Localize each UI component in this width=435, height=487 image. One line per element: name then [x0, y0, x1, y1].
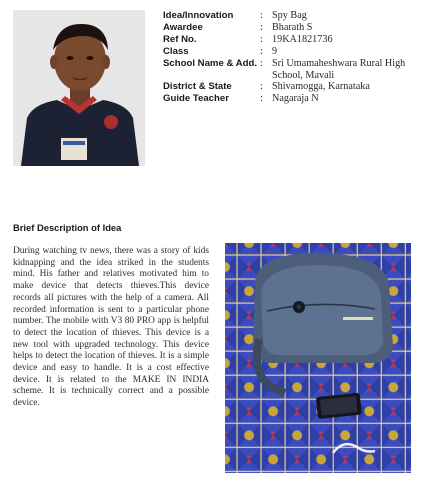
detail-colon: :: [260, 21, 263, 33]
detail-colon: :: [260, 81, 263, 93]
brief-description: During watching tv news, there was a story of kids kidnapping and the idea striked in the students mind. His father and relatives motivated him to make device that detects thieves.This device records all pictures with the help of a camera. All recorded information is sent to a particular phone number. The mobile with V3 80 PRO app is helpful to detect the location of thieves. This device is a new tool with upgraded technology. This device helps to detect the location of thieves. It is a simple device and easy to handle. It is a cost effective device. It is related to the MAKE IN INDIA scheme. It is technically correct and a possible device.: [13, 246, 209, 409]
detail-value: Shivamogga, Karnataka: [272, 81, 370, 93]
detail-row-school: [163, 58, 428, 82]
detail-label: Idea/Innovation: [163, 10, 234, 21]
detail-label: School Name & Add.: [163, 57, 257, 69]
detail-value: 9: [272, 45, 278, 57]
detail-value: Bharath S: [272, 21, 313, 33]
detail-colon: :: [260, 33, 263, 45]
awardee-details: [163, 10, 428, 105]
detail-value: Spy Bag: [272, 10, 307, 21]
detail-colon: :: [260, 10, 263, 21]
detail-row-awardee: [163, 22, 428, 34]
detail-value: Nagaraja N: [272, 93, 319, 105]
detail-row-ref: [163, 34, 428, 46]
detail-colon: :: [260, 45, 263, 57]
detail-label: District & State: [163, 81, 232, 93]
detail-label: Awardee: [163, 21, 203, 33]
detail-colon: :: [260, 93, 263, 105]
detail-row-idea: [163, 10, 428, 22]
spy-bag-photo: [225, 243, 411, 473]
detail-row-class: [163, 46, 428, 58]
detail-label: Guide Teacher: [163, 93, 229, 105]
awardee-photo: [13, 10, 145, 166]
detail-colon: :: [260, 57, 263, 69]
brief-title: Brief Description of Idea: [13, 222, 122, 233]
detail-label: Ref No.: [163, 33, 197, 45]
detail-row-district: [163, 81, 428, 93]
detail-row-guide: [163, 93, 428, 105]
detail-value: 19KA1821736: [272, 33, 333, 45]
detail-label: Class: [163, 45, 189, 57]
detail-value: Sri Umamaheshwara Rural High School, Mavali: [272, 57, 406, 81]
